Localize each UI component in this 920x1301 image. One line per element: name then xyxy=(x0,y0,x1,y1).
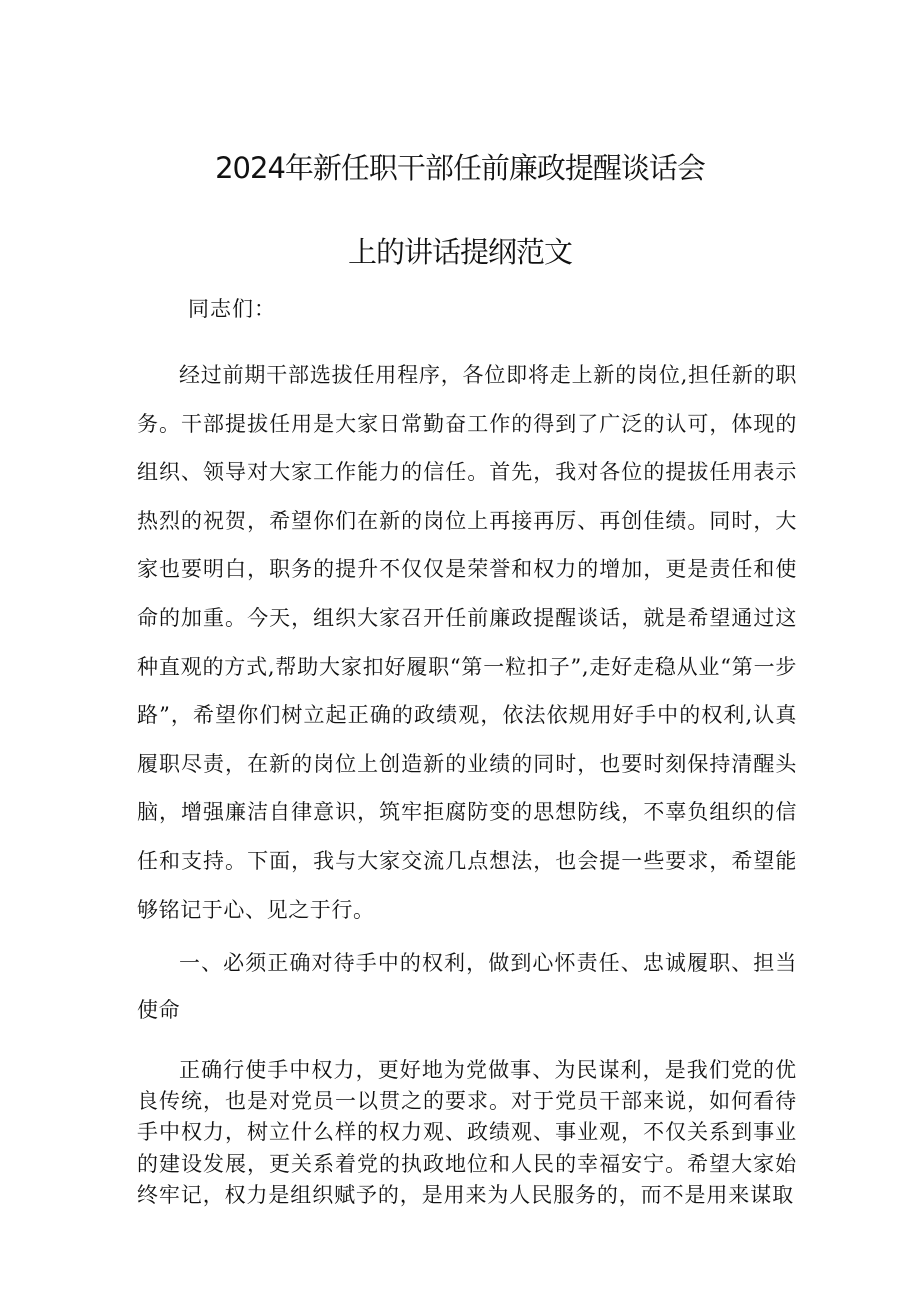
document-title-line-1: 2024年新任职干部任前廉政提醒谈话会 xyxy=(215,151,705,185)
paragraph-section-1: 正确行使手中权力，更好地为党做事、为民谋利，是我们党的优良传统，也是对党员一以贯之的要求。对于党员干部来说，如何看待手中权力，树立什么样的权力观、政绩观、事业观，不仅关系到事业的建设发展，更关系着党的执政地位和人民的幸福安宁。希望大家始终牢记，权力是组织赋予的，是用来为人民服务的，而不是用来谋取 xyxy=(137,1058,797,1207)
document-title-line-2: 上的讲话提纲范文 xyxy=(347,235,572,269)
salutation: 同志们： xyxy=(188,297,276,321)
section-heading-1: 一、必须正确对待手中的权利，做到心怀责任、忠诚履职、担当使命 xyxy=(137,951,797,1022)
paragraph-intro: 经过前期干部选拔任用程序，各位即将走上新的岗位,担任新的职务。干部提拔任用是大家日常勤奋工作的得到了广泛的认可，体现的组织、领导对大家工作能力的信任。首先，我对各位的提拔任用表示热烈的祝贺，希望你们在新的岗位上再接再厉、再创佳绩。同时，大家也要明白，职务的提升不仅仅是荣誉和权力的增加，更是责任和使命的加重。今天，组织大家召开任前廉政提醒谈话，就是希望通过这种直观的方式,帮助大家扣好履职“第一粒扣子”,走好走稳从业“第一步路”，希望你们树立起正确的政绩观，依法依规用好手中的权利,认真履职尽责，在新的岗位上创造新的业绩的同时，也要时刻保持清醒头脑，增强廉洁自律意识，筑牢拒腐防变的思想防线，不辜负组织的信任和支持。下面，我与大家交流几点想法，也会提一些要求，希望能够铭记于心、见之于行。 xyxy=(137,363,797,922)
